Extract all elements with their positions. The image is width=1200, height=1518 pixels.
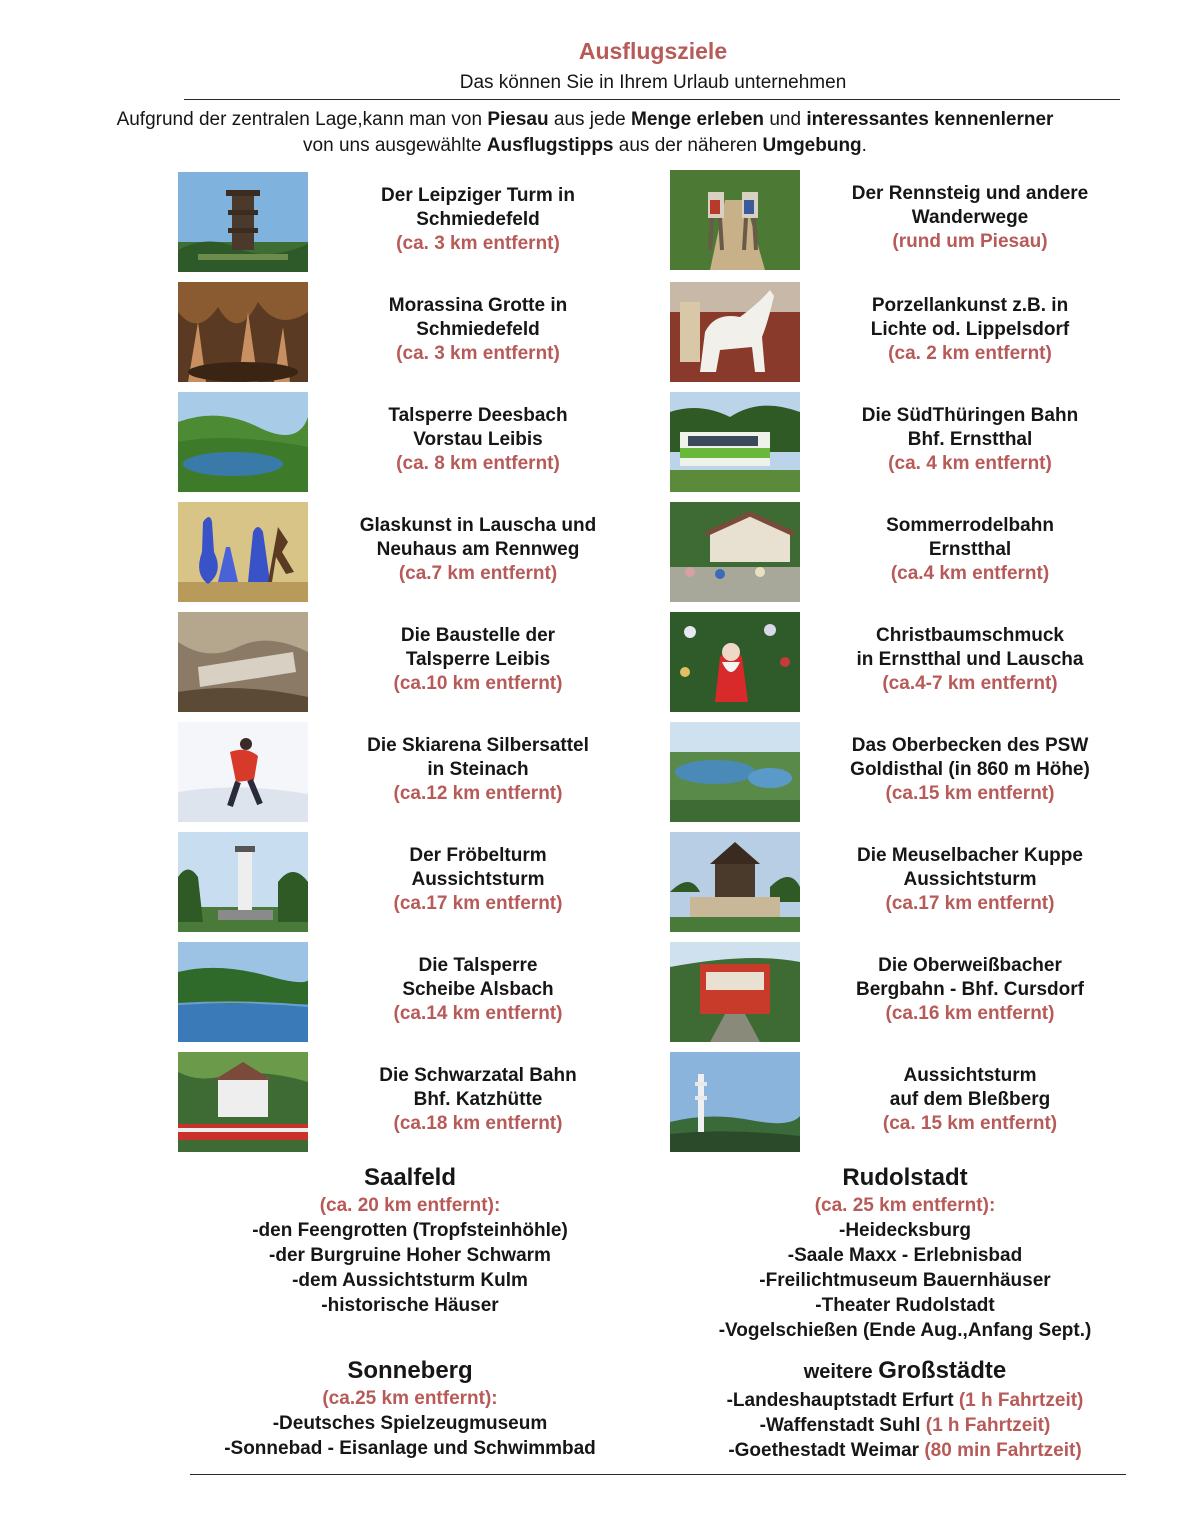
lake-photo: [178, 942, 308, 1042]
bottom-divider: [190, 1474, 1126, 1475]
froebel-tower-photo: [178, 832, 308, 932]
glass-art-photo: [178, 502, 308, 602]
reservoir-photo: [178, 392, 308, 492]
rudolstadt-section: Rudolstadt (ca. 25 km entfernt): -Heidecksburg -Saale Maxx - Erlebnisbad -Freilichtmuseum Bauernhäuser -Theater Rudolstadt -Vogelschießen (Ende Aug.,Anfang Sept.): [718, 1164, 1092, 1341]
grotto-photo: [178, 282, 308, 382]
intro-text: Aufgrund der zentralen Lage,kann man von Piesau aus jede Menge erleben und interessantes kennenlerner von uns ausgewählte Ausflugstipps aus der näheren Umgebung.: [116, 109, 1054, 156]
meuselbach-tower-photo: [670, 832, 800, 932]
page-subtitle: Das können Sie in Ihrem Urlaub unternehmen: [459, 72, 847, 93]
top-divider: [184, 99, 1120, 100]
summer-toboggan-photo: [670, 502, 800, 602]
dam-construction-photo: [178, 612, 308, 712]
sonneberg-section: Sonneberg (ca.25 km entfernt): -Deutsches Spielzeugmuseum -Sonnebad - Eisanlage und Schwimmbad: [224, 1357, 596, 1459]
train-station-photo: [178, 1052, 308, 1152]
porcelain-photo: [670, 282, 800, 382]
blessberg-tower-photo: [670, 1052, 800, 1152]
grossstaedte-section: weitere Großstädte -Landeshauptstadt Erfurt (1 h Fahrtzeit) -Waffenstadt Suhl (1 h Fahrtzeit) -Goethestadt Weimar (80 min Fahrtzeit): [726, 1357, 1084, 1461]
hikers-photo: [670, 170, 800, 270]
tower-photo: [178, 172, 308, 272]
suedthueringen-train-photo: [670, 392, 800, 492]
upper-basin-photo: [670, 722, 800, 822]
mountain-railway-photo: [670, 942, 800, 1042]
saalfeld-section: Saalfeld (ca. 20 km entfernt): -den Feengrotten (Tropfsteinhöhle) -der Burgruine Hoher Schwarm -dem Aussichtsturm Kulm -historische Häuser: [252, 1164, 568, 1316]
page-title: Ausflugsziele: [578, 38, 728, 64]
christmas-ornaments-photo: [670, 612, 800, 712]
skier-photo: [178, 722, 308, 822]
